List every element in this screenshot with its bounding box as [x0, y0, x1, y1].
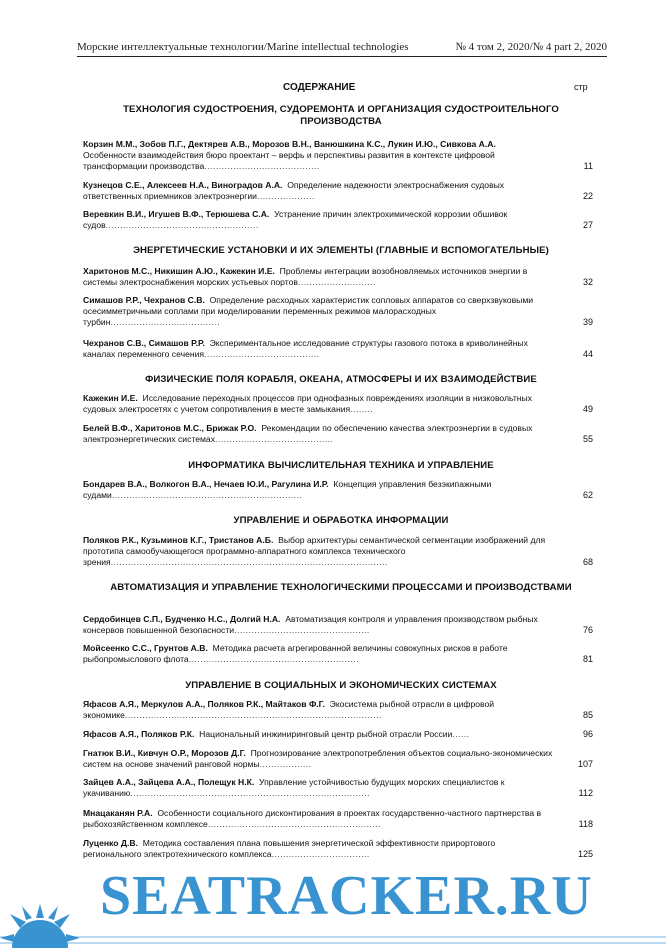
- entry-authors: Мойсеенко С.С., Грунтов А.В.: [83, 643, 208, 653]
- entry-page: 27: [582, 220, 593, 230]
- entry-page: 96: [582, 729, 593, 739]
- entry-authors: Веревкин В.И., Игушев В.Ф., Терюшева С.А.: [83, 209, 270, 219]
- entry-authors: Харитонов М.С., Никишин А.Ю., Кажекин И.Е.: [83, 266, 275, 276]
- toc-entry[interactable]: Яфасов А.Я., Меркулов А.А., Поляков Р.К., Майтаков Ф.Г. Экосистема рыбной отрасли в цифровой экономике......................................................................................... 85: [83, 699, 593, 720]
- entry-authors: Бондарев В.А., Волкогон В.А., Нечаев Ю.И., Рагулина И.Р.: [83, 479, 329, 489]
- entry-title: Национальный инжиниринговый центр рыбной отрасли России: [199, 729, 453, 739]
- toc-entry[interactable]: Харитонов М.С., Никишин А.Ю., Кажекин И.Е. Проблемы интеграции возобновляемых источников энергии в системы электроснабжения морских устьевых портов........................... 32: [83, 266, 593, 287]
- entry-authors: Симашов Р.Р., Чехранов С.В.: [83, 295, 205, 305]
- entry-title: Проблемы интеграции возобновляемых источников энергии в системы электроснабжения морских устьевых портов: [83, 266, 528, 287]
- entry-title: Автоматизация контроля и управления производством рыбных консервов повышенной безопасности: [83, 614, 538, 635]
- entry-page: 44: [582, 349, 593, 359]
- toc-entry[interactable]: Зайцев А.А., Зайцева А.А., Полещук Н.К. Управление устойчивостью будущих морских специалистов к укачиванию................................................................................... 112: [83, 777, 593, 798]
- entry-authors: Кузнецов С.Е., Алексеев Н.А., Виноградов А.А.: [83, 180, 283, 190]
- entry-page: 125: [577, 849, 593, 859]
- page-column-label: стр: [574, 82, 588, 92]
- toc-entry[interactable]: Белей В.Ф., Харитонов М.С., Брижак Р.О. Рекомендации по обеспечению качества электроэнергии в судовых электроэнергетических системах......................................... 55: [83, 423, 593, 444]
- toc-entry[interactable]: Веревкин В.И., Игушев В.Ф., Терюшева С.А. Устранение причин электрохимической коррозии обшивок судов..................................................... 27: [83, 209, 593, 230]
- entry-title: Экспериментальное исследование структуры газового потока в криволинейных каналах переменного сечения: [83, 338, 528, 359]
- entry-page: 76: [582, 625, 593, 635]
- entry-title: Экосистема рыбной отрасли в цифровой экономике: [83, 699, 495, 720]
- entry-authors: Чехранов С.В., Симашов Р.Р.: [83, 338, 205, 348]
- running-header: [77, 41, 607, 57]
- entry-authors: Мнацаканян Р.А.: [83, 808, 153, 818]
- toc-entry[interactable]: Гнатюк В.И., Кивчун О.Р., Морозов Д.Г. Прогнозирование электропотребления объектов социально-экономических систем на основе значений ранговой нормы.................. 107: [83, 748, 593, 769]
- toc-entry[interactable]: Кузнецов С.Е., Алексеев Н.А., Виноградов А.А. Определение надежности электроснабжения судовых ответственных приемников электроэнергии.................... 22: [83, 180, 593, 201]
- sun-icon: [0, 904, 80, 948]
- entry-authors: Сердобинцев С.П., Будченко Н.С., Долгий Н.А.: [83, 614, 281, 624]
- entry-title: Устранение причин электрохимической коррозии обшивок судов: [83, 209, 508, 230]
- entry-authors: Кажекин И.Е.: [83, 393, 138, 403]
- entry-page: 81: [582, 654, 593, 664]
- entry-title: Определение расходных характеристик сопловых аппаратов со сверхзвуковыми осесимметричными соплами при моделировании переменных режимов малорасходных турбин: [83, 295, 534, 327]
- toc-entry[interactable]: Луценко Д.В. Методика составления плана повышения энергетической эффективности прирортового регионального электротехнического комплекса.................................. 125: [83, 838, 593, 859]
- entry-page: 11: [583, 161, 593, 171]
- section-heading: АВТОМАТИЗАЦИЯ И УПРАВЛЕНИЕ ТЕХНОЛОГИЧЕСКИМИ ПРОЦЕССАМИ И ПРОИЗВОДСТВАМИ: [110, 582, 572, 593]
- entry-title: Выбор архитектуры семантической сегментации изображений для прототипа самообучающегося программно-аппаратного комплекса технического зрения: [83, 535, 546, 567]
- entry-title: Управление устойчивостью будущих морских специалистов к укачиванию: [83, 777, 505, 798]
- toc-entry[interactable]: Мойсеенко С.С., Грунтов А.В. Методика расчета агрегированной величины совокупных рисков в работе рыбопромыслового флота........................................................... 81: [83, 643, 593, 664]
- entry-title: Особенности социального дисконтирования в проектах государственно-частного партнерства в рыбохозяйственном комплексе: [83, 808, 542, 829]
- section-heading: ИНФОРМАТИКА ВЫЧИСЛИТЕЛЬНАЯ ТЕХНИКА И УПРАВЛЕНИЕ: [188, 460, 494, 471]
- entry-authors: Зайцев А.А., Зайцева А.А., Полещук Н.К.: [83, 777, 255, 787]
- section-heading: ТЕХНОЛОГИЯ СУДОСТРОЕНИЯ, СУДОРЕМОНТА И ОРГАНИЗАЦИЯ СУДОСТРОИТЕЛЬНОГО ПРОИЗВОДСТВА: [123, 104, 559, 127]
- entry-page: 85: [582, 710, 593, 720]
- entry-authors: Яфасов А.Я., Поляков Р.К.: [83, 729, 195, 739]
- entry-authors: Белей В.Ф., Харитонов М.С., Брижак Р.О.: [83, 423, 257, 433]
- entry-title: Рекомендации по обеспечению качества электроэнергии в судовых электроэнергетических системах: [83, 423, 533, 444]
- entry-title: Концепция управления безэкипажными судами: [83, 479, 492, 500]
- issue-number: № 4 том 2, 2020/№ 4 part 2, 2020: [455, 41, 607, 53]
- entry-authors: Луценко Д.В.: [83, 838, 138, 848]
- toc-entry[interactable]: Яфасов А.Я., Поляков Р.К. Национальный инжиниринговый центр рыбной отрасли России...... 96: [83, 729, 593, 739]
- toc-entry[interactable]: Сердобинцев С.П., Будченко Н.С., Долгий Н.А. Автоматизация контроля и управления производством рыбных консервов повышенной безопасности............................................... 76: [83, 614, 593, 635]
- watermark-text: SEATRACKER.RU: [100, 865, 593, 927]
- toc-entry[interactable]: Бондарев В.А., Волкогон В.А., Нечаев Ю.И., Рагулина И.Р. Концепция управления безэкипажными судами.................................................................. 62: [83, 479, 593, 500]
- entry-page: 68: [582, 557, 593, 567]
- entry-authors: Яфасов А.Я., Меркулов А.А., Поляков Р.К., Майтаков Ф.Г.: [83, 699, 325, 709]
- toc-entry[interactable]: Чехранов С.В., Симашов Р.Р. Экспериментальное исследование структуры газового потока в криволинейных каналах переменного сечения........................................ 44: [83, 338, 593, 359]
- toc-title: СОДЕРЖАНИЕ: [283, 82, 356, 93]
- entry-authors: Поляков Р.К., Кузьминов К.Г., Тристанов А.Б.: [83, 535, 274, 545]
- entry-page: 107: [577, 759, 593, 769]
- entry-page: 49: [582, 404, 593, 414]
- section-heading: ФИЗИЧЕСКИЕ ПОЛЯ КОРАБЛЯ, ОКЕАНА, АТМОСФЕРЫ И ИХ ВЗАИМОДЕЙСТВИЕ: [145, 374, 537, 385]
- entry-page: 112: [578, 788, 593, 798]
- entry-title: Методика составления плана повышения энергетической эффективности прирортового регионального электротехнического комплекса: [83, 838, 496, 859]
- section-heading: ЭНЕРГЕТИЧЕСКИЕ УСТАНОВКИ И ИХ ЭЛЕМЕНТЫ (ГЛАВНЫЕ И ВСПОМОГАТЕЛЬНЫЕ): [133, 245, 549, 256]
- entry-title: Исследование переходных процессов при однофазных повреждениях изоляции в низковольтных судовых электросетях с учетом сопротивления в месте замыкания: [83, 393, 532, 414]
- entry-page: 55: [582, 434, 593, 444]
- entry-title: Прогнозирование электропотребления объектов социально-экономических систем на основе значений ранговой нормы: [83, 748, 553, 769]
- entry-authors: Корзин М.М., Зобов П.Г., Дектярев А.В., Морозов В.Н., Ванюшкина К.С., Лукин И.Ю., Сивкова А.А.: [83, 139, 496, 149]
- journal-title: Морские интеллектуальные технологии/Marine intellectual technologies: [77, 41, 409, 53]
- entry-title: Определение надежности электроснабжения судовых ответственных приемников электроэнергии: [83, 180, 505, 201]
- toc-entry[interactable]: Поляков Р.К., Кузьминов К.Г., Тристанов А.Б. Выбор архитектуры семантической сегментации изображений для прототипа самообучающегося программно-аппаратного комплекса технического зрения................................................................................................ 68: [83, 535, 593, 567]
- section-heading: УПРАВЛЕНИЕ В СОЦИАЛЬНЫХ И ЭКОНОМИЧЕСКИХ СИСТЕМАХ: [185, 680, 497, 691]
- toc-entry[interactable]: Симашов Р.Р., Чехранов С.В. Определение расходных характеристик сопловых аппаратов со сверхзвуковыми осесимметричными соплами при моделировании переменных режимов малорасходных турбин...................................... 39: [83, 295, 593, 327]
- entry-page: 62: [582, 490, 593, 500]
- entry-page: 118: [578, 819, 593, 829]
- entry-title: Особенности взаимодействия бюро проектант – верфь и перспективы развития в контексте цифровой трансформации производства: [83, 150, 495, 171]
- section-heading: УПРАВЛЕНИЕ И ОБРАБОТКА ИНФОРМАЦИИ: [233, 515, 449, 526]
- toc-entry[interactable]: Корзин М.М., Зобов П.Г., Дектярев А.В., Морозов В.Н., Ванюшкина К.С., Лукин И.Ю., Сивкова А.А. Особенности взаимодействия бюро проектант – верфь и перспективы развития в контексте цифровой трансформации производства........................................ 11: [83, 139, 593, 171]
- toc-entry[interactable]: Кажекин И.Е. Исследование переходных процессов при однофазных повреждениях изоляции в низковольтных судовых электросетях с учетом сопротивления в месте замыкания........ 49: [83, 393, 593, 414]
- entry-authors: Гнатюк В.И., Кивчун О.Р., Морозов Д.Г.: [83, 748, 246, 758]
- toc-entry[interactable]: Мнацаканян Р.А. Особенности социального дисконтирования в проектах государственно-частного партнерства в рыбохозяйственном комплексе............................................................ 118: [83, 808, 593, 829]
- entry-page: 32: [582, 277, 593, 287]
- entry-page: 39: [582, 317, 593, 327]
- entry-page: 22: [582, 191, 593, 201]
- entry-title: Методика расчета агрегированной величины совокупных рисков в работе рыбопромыслового флота: [83, 643, 508, 664]
